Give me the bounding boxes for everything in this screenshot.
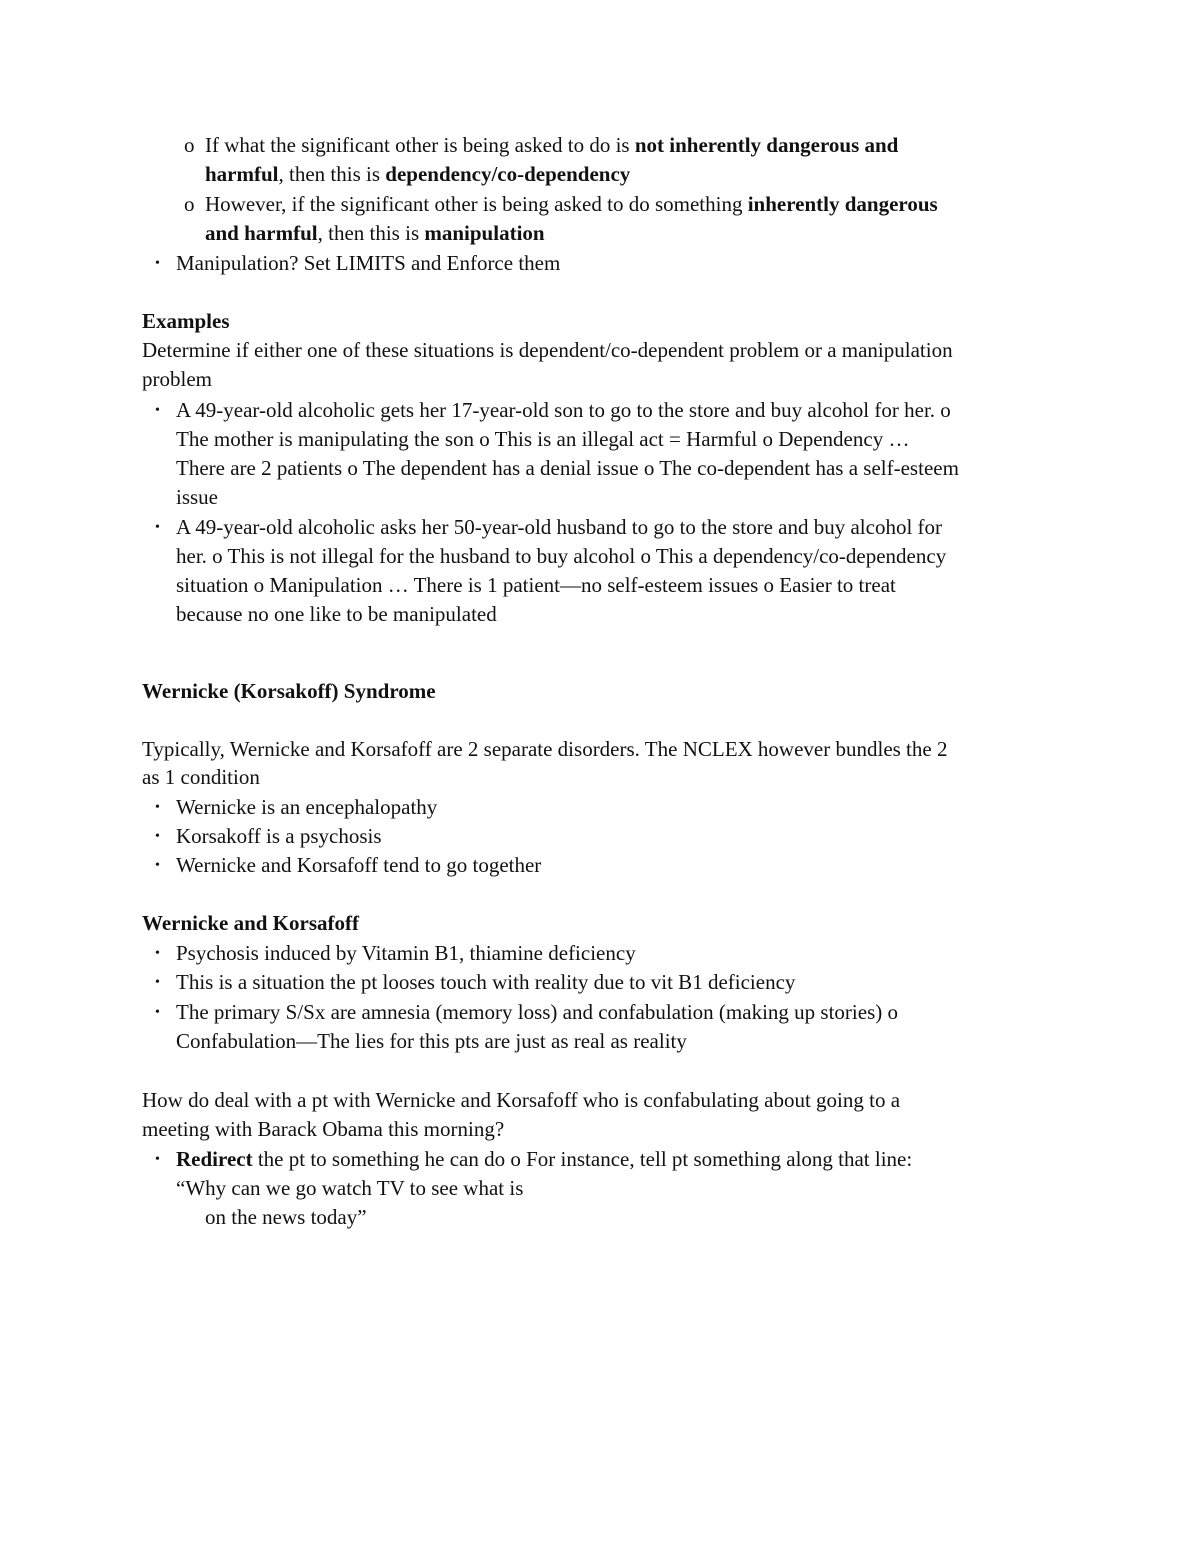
- bullet-marker: •: [155, 858, 160, 873]
- text-line: [205, 131, 898, 160]
- heading-text: Wernicke and Korsafoff: [142, 911, 359, 935]
- section-heading: [142, 909, 359, 938]
- bullet-marker: •: [155, 946, 160, 961]
- sub-bullet-marker: o: [184, 192, 195, 216]
- sub-bullet-marker: o: [184, 133, 195, 157]
- quote-line: “Why can we go watch TV to see what is: [176, 1176, 524, 1200]
- bold-text: dependency/co-dependency: [385, 162, 631, 186]
- bold-text: manipulation: [424, 221, 545, 245]
- list-item: Wernicke and Korsafoff tend to go together: [176, 853, 542, 877]
- text-line: [205, 190, 938, 219]
- paragraph-line: Determine if either one of these situations is dependent/co-dependent problem or a manipulation: [142, 338, 953, 362]
- bullet-marker: •: [155, 403, 160, 418]
- list-item: This is a situation the pt looses touch with reality due to vit B1 deficiency: [176, 970, 796, 994]
- heading-text: Wernicke (Korsakoff) Syndrome: [142, 679, 436, 703]
- bullet-marker: •: [155, 1005, 160, 1020]
- bold-text: harmful: [205, 162, 279, 186]
- bullet-marker: •: [155, 800, 160, 815]
- quote-line: on the news today”: [205, 1205, 367, 1229]
- text-line: [205, 160, 630, 189]
- bullet-marker: •: [155, 829, 160, 844]
- list-item-line: issue: [176, 485, 218, 509]
- list-item-line: because no one like to be manipulated: [176, 602, 497, 626]
- section-heading: [142, 307, 230, 336]
- bold-text: not inherently dangerous and: [634, 133, 899, 157]
- text-span: , then this is: [278, 162, 386, 186]
- bold-text: and harmful: [205, 221, 318, 245]
- paragraph-line: How do deal with a pt with Wernicke and Korsafoff who is confabulating about going to a: [142, 1088, 901, 1112]
- text-line: [205, 219, 545, 248]
- list-item-line: The primary S/Sx are amnesia (memory loss) and confabulation (making up stories) o: [176, 1000, 898, 1024]
- bullet-marker: •: [155, 520, 160, 535]
- paragraph-line: Typically, Wernicke and Korsafoff are 2 separate disorders. The NCLEX however bundles the 2: [142, 737, 948, 761]
- heading-text: Examples: [142, 309, 230, 333]
- bullet-marker: •: [155, 1152, 160, 1167]
- list-item-line: The mother is manipulating the son o This is an illegal act = Harmful o Dependency …: [176, 427, 910, 451]
- paragraph-line: meeting with Barack Obama this morning?: [142, 1117, 505, 1141]
- bold-text: Redirect: [176, 1147, 253, 1171]
- list-item: Manipulation? Set LIMITS and Enforce them: [176, 251, 561, 275]
- list-item-line: her. o This is not illegal for the husband to buy alcohol o This a dependency/co-dependency: [176, 544, 947, 568]
- bullet-marker: •: [155, 256, 160, 271]
- bold-text: inherently dangerous: [747, 192, 938, 216]
- list-item-line: Confabulation—The lies for this pts are just as real as reality: [176, 1029, 687, 1053]
- list-item-line: There are 2 patients o The dependent has a denial issue o The co-dependent has a self-esteem: [176, 456, 959, 480]
- paragraph-line: problem: [142, 367, 212, 391]
- paragraph-line: as 1 condition: [142, 765, 260, 789]
- list-item: Wernicke is an encephalopathy: [176, 795, 438, 819]
- bullet-marker: •: [155, 975, 160, 990]
- list-item: Korsakoff is a psychosis: [176, 824, 382, 848]
- text-span: , then this is: [317, 221, 425, 245]
- list-item-line: [176, 1145, 912, 1174]
- section-heading: [142, 677, 436, 706]
- text-span: If what the significant other is being asked to do is: [205, 133, 635, 157]
- list-item-line: A 49-year-old alcoholic gets her 17-year-old son to go to the store and buy alcohol for her. o: [176, 398, 951, 422]
- text-span: However, if the significant other is being asked to do something: [205, 192, 748, 216]
- list-item: Psychosis induced by Vitamin B1, thiamine deficiency: [176, 941, 636, 965]
- list-item-line: situation o Manipulation … There is 1 patient—no self-esteem issues o Easier to treat: [176, 573, 896, 597]
- text-span: the pt to something he can do o For instance, tell pt something along that line:: [252, 1147, 913, 1171]
- list-item-line: A 49-year-old alcoholic asks her 50-year-old husband to go to the store and buy alcohol for: [176, 515, 943, 539]
